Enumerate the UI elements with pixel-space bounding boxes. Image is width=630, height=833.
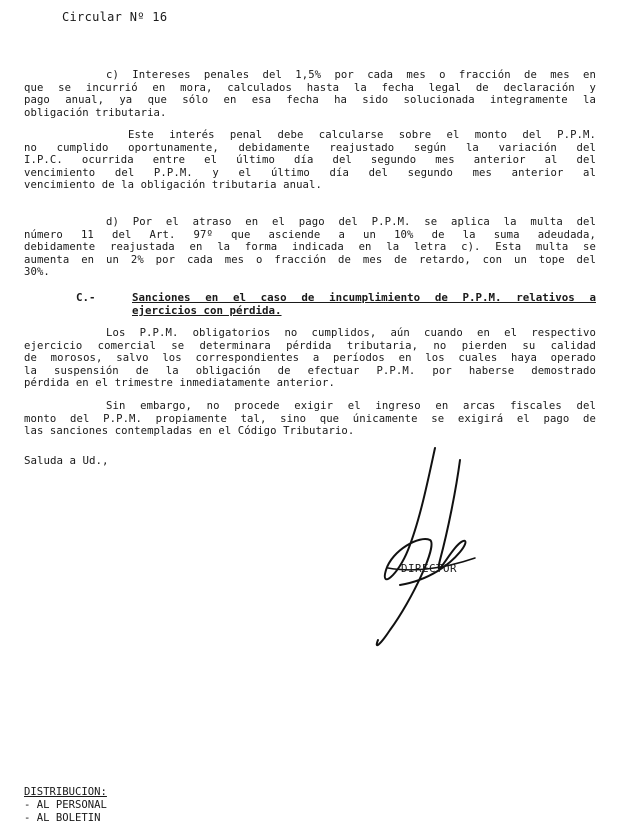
section-title-line: Sanciones en el caso de incumplimiento de P.P.M. relativos a [132,291,596,304]
signatory-title: DIRECTOR [401,562,458,575]
text-line: aumenta en un 2% por cada mes o fracción de mes de retardo, con un tope del [24,253,596,266]
text-line: pérdida en el trimestre inmediatamente anterior. [24,377,335,390]
text-line: 30%. [24,266,50,279]
closing-salutation: Saluda a Ud., [24,454,109,467]
circular-number: Circular Nº 16 [62,10,168,24]
text-line: d) Por el atraso en el pago del P.P.M. se aplica la multa del [106,216,596,228]
text-line: debidamente reajustada en la forma indicada en la letra c). Esta multa se [24,241,596,254]
text-line: c) Intereses penales del 1,5% por cada mes o fracción de mes en [106,69,596,81]
text-line: pago anual, ya que sólo en esa fecha ha sido solucionada integramente la [24,94,596,107]
text-line: Los P.P.M. obligatorios no cumplidos, aún cuando en el respectivo [106,327,596,339]
paragraph-late-fine [24,216,596,279]
text-line: Sin embargo, no procede exigir el ingreso en arcas fiscales del [106,400,596,412]
section-title [132,291,596,317]
text-line: I.P.C. ocurrida entre el último día del segundo mes anterior al del [24,154,596,167]
text-line: Este interés penal debe calcularse sobre el monto del P.P.M. [128,129,596,141]
text-line: no cumplido oportunamente, debidamente reajustado según la variación del [24,141,596,154]
distribution-list [24,786,107,825]
paragraph-however [24,400,596,438]
text-line: número 11 del Art. 97º que asciende a un 10% de la suma adeudada, [24,228,596,241]
distribution-title: DISTRIBUCION: [24,786,107,798]
text-line: las sanciones contempladas en el Código Tributario. [24,425,355,438]
text-line: que se incurrió en mora, calculados hasta la fecha legal de declaración y [24,81,596,94]
distribution-item: - AL BOLETIN [24,812,101,824]
paragraph-interest-penalties [24,69,596,119]
text-line: de morosos, salvo los correspondientes a períodos en los cuales haya operado [24,352,596,365]
distribution-item: - AL PERSONAL [24,799,107,811]
text-line: monto del P.P.M. propiamente tal, sino que únicamente se exigirá el pago de [24,412,596,425]
section-title-line: ejercicios con pérdida. [132,304,282,317]
paragraph-interest-calculation [24,129,596,192]
paragraph-unfulfilled-ppm [24,327,596,390]
text-line: la suspensión de la obligación de efectuar P.P.M. por haberse demostrado [24,364,596,377]
text-line: obligación tributaria. [24,106,167,119]
text-line: ejercicio comercial se determinara pérdida tributaria, no pierden su calidad [24,339,596,352]
text-line: vencimiento de la obligación tributaria anual. [24,179,322,192]
handwritten-signature [360,440,500,660]
text-line: vencimiento del P.P.M. y el último día del segundo mes anterior al [24,166,596,179]
section-label: C.- [76,291,96,304]
